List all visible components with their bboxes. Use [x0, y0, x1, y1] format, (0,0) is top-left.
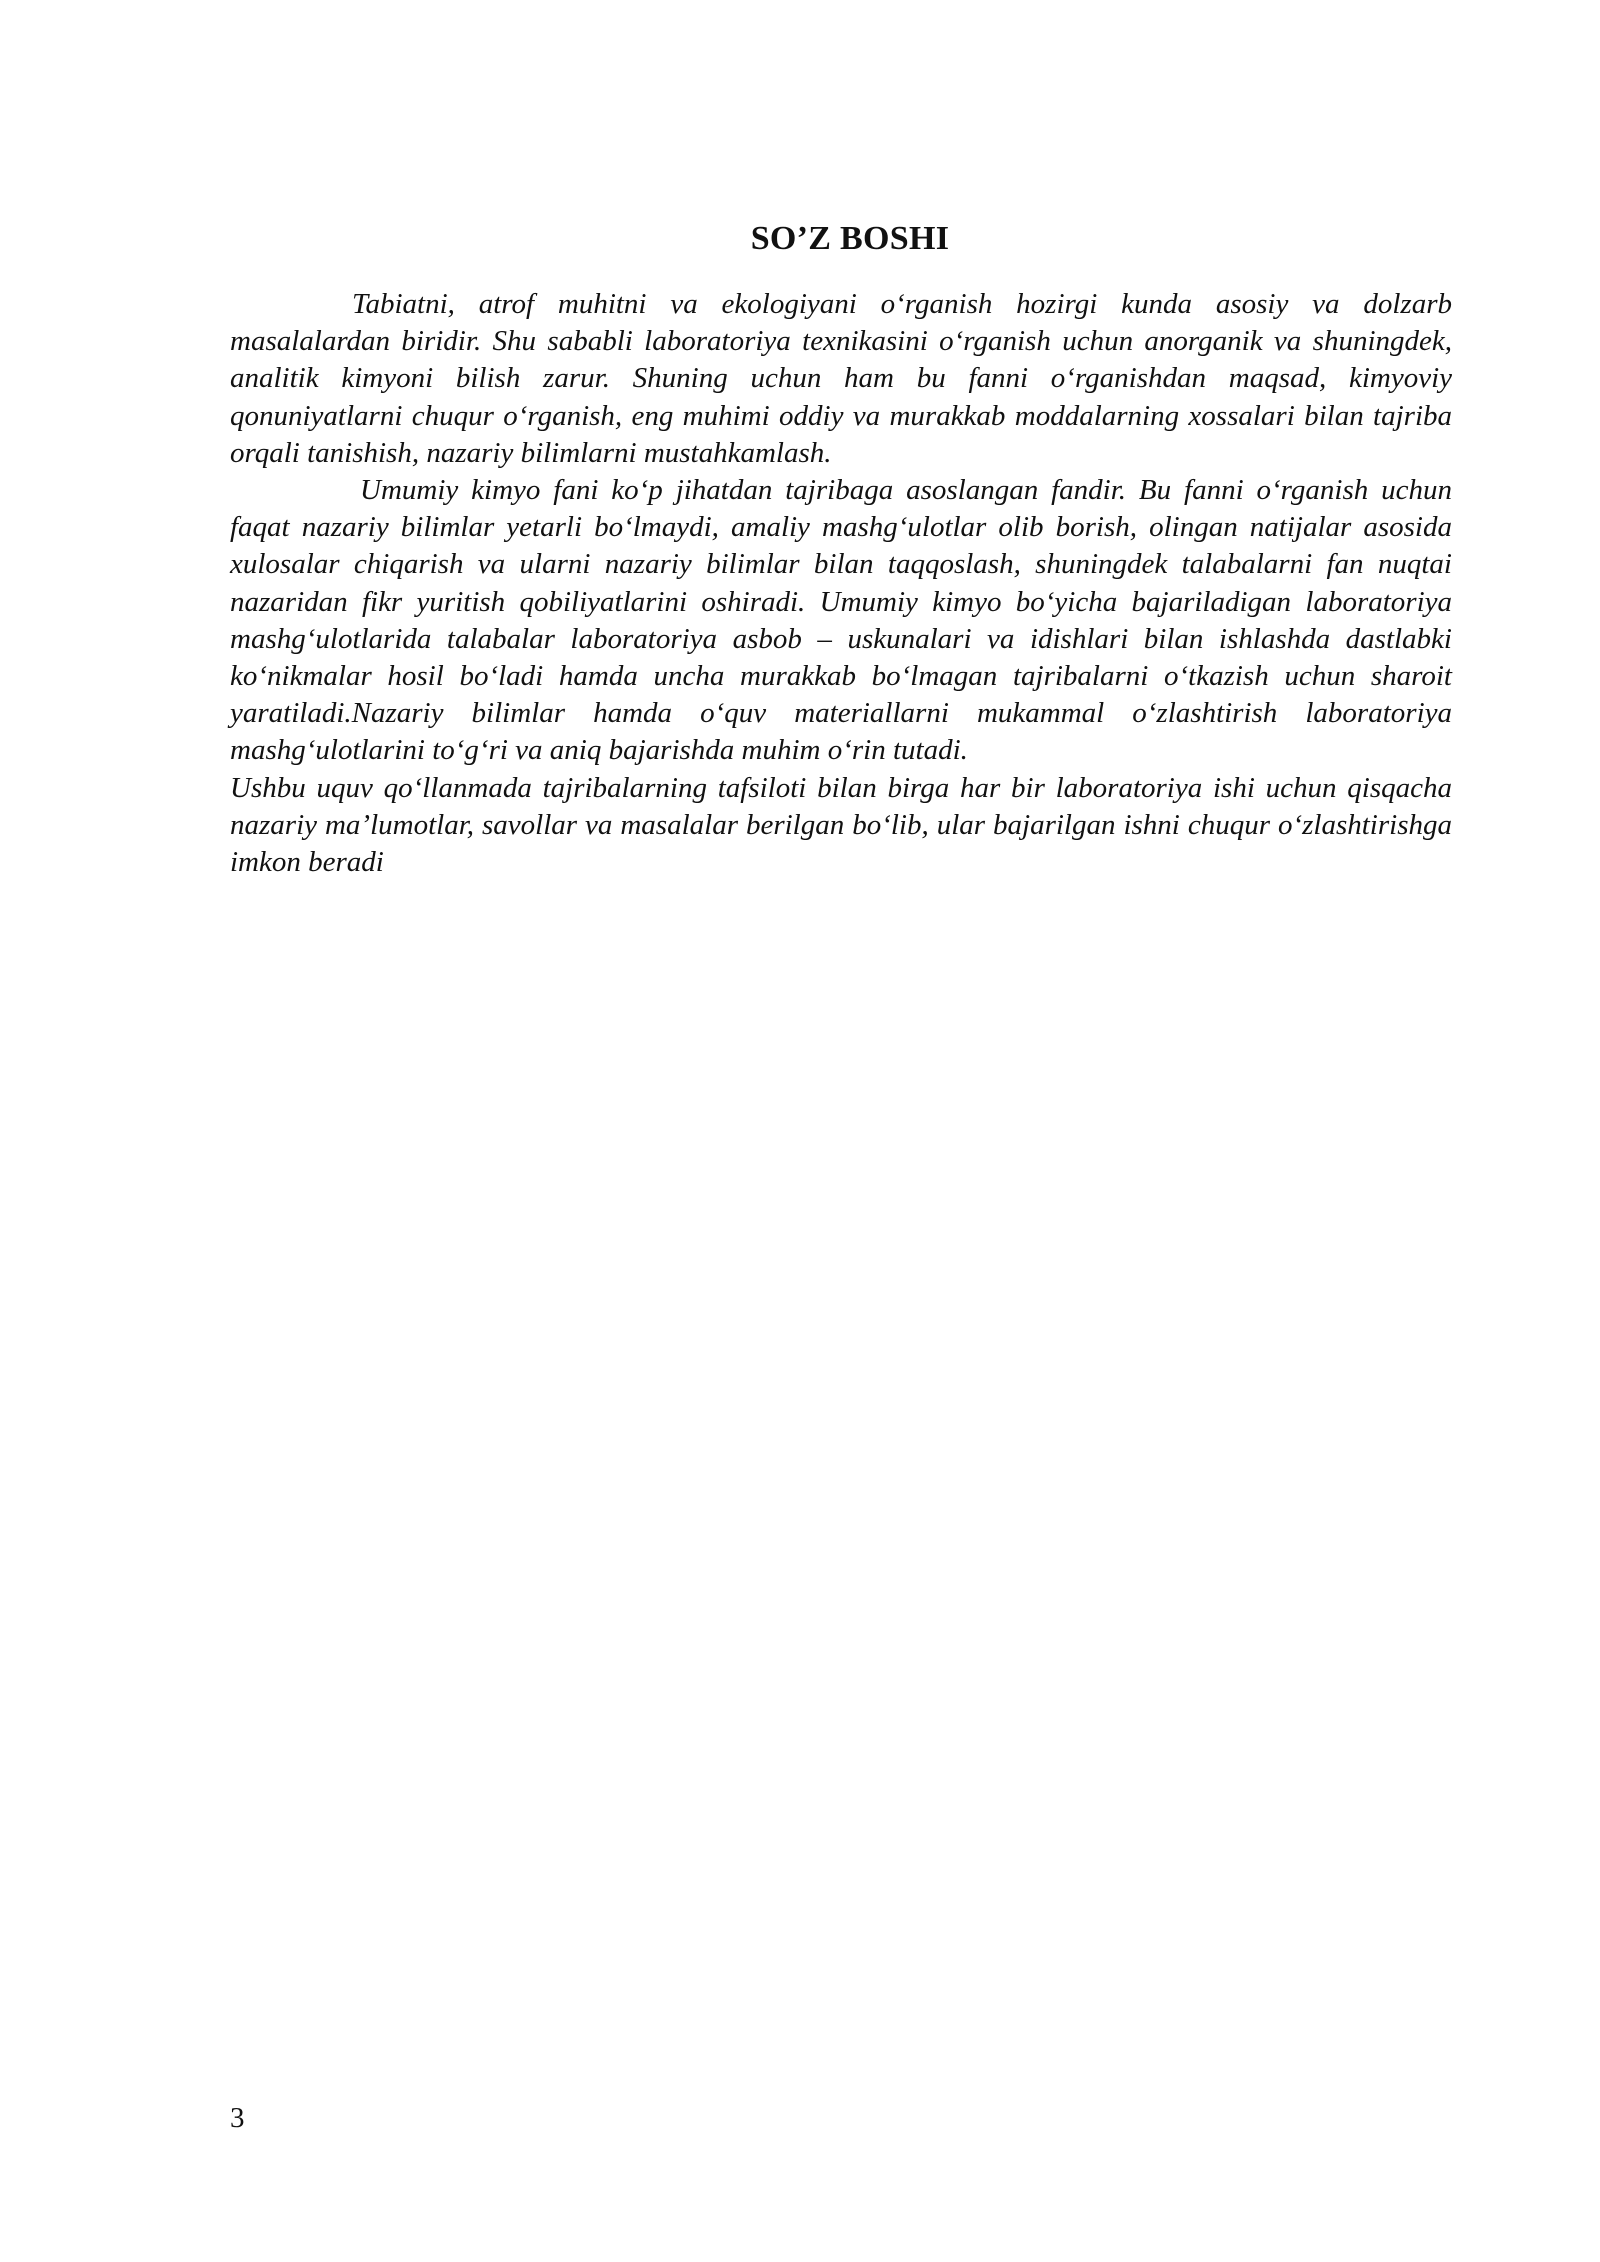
paragraph-1: Tabiatni, atrof muhitni va ekologiyani o‘rganish hozirgi kunda asosiy va dolzarb masalalardan biridir. Shu sababli laboratoriya texnikasini o‘rganish uchun anorganik va shuningdek, analitik kimyoni bilish zarur. Shuning uchun ham bu fanni o‘rganishdan maqsad, kimyoviy qonuniyatlarni chuqur o‘rganish, eng muhimi oddiy va murakkab moddalarning xossalari bilan tajriba orqali tanishish, nazariy bilimlarni mustahkamlash.	[230, 288, 1452, 469]
page-title: SO’Z BOSHI	[750, 220, 950, 257]
page-number: 3	[230, 2102, 245, 2134]
body-text	[230, 286, 1452, 881]
paragraph-2: Umumiy kimyo fani ko‘p jihatdan tajribaga asoslangan fandir. Bu fanni o‘rganish uchun faqat nazariy bilimlar yetarli bo‘lmaydi, amaliy mashg‘ulotlar olib borish, olingan natijalar asosida xulosalar chiqarish va ularni nazariy bilimlar bilan taqqoslash, shuningdek talabalarni fan nuqtai nazaridan fikr yuritish qobiliyatlarini oshiradi. Umumiy kimyo bo‘yicha bajariladigan laboratoriya mashg‘ulotlarida talabalar laboratoriya asbob – uskunalari va idishlari bilan ishlashda dastlabki ko‘nikmalar hosil bo‘ladi hamda uncha murakkab bo‘lmagan tajribalarni o‘tkazish uchun sharoit yaratiladi.Nazariy bilimlar hamda o‘quv materiallarni mukammal o‘zlashtirish laboratoriya mashg‘ulotlarini to‘g‘ri va aniq bajarishda muhim o‘rin tutadi.	[230, 474, 1452, 767]
paragraph-3: Ushbu uquv qo‘llanmada tajribalarning tafsiloti bilan birga har bir laboratoriya ishi uchun qisqacha nazariy ma’lumotlar, savollar va masalalar berilgan bo‘lib, ular bajarilgan ishni chuqur o‘zlashtirishga imkon beradi	[230, 771, 1452, 879]
